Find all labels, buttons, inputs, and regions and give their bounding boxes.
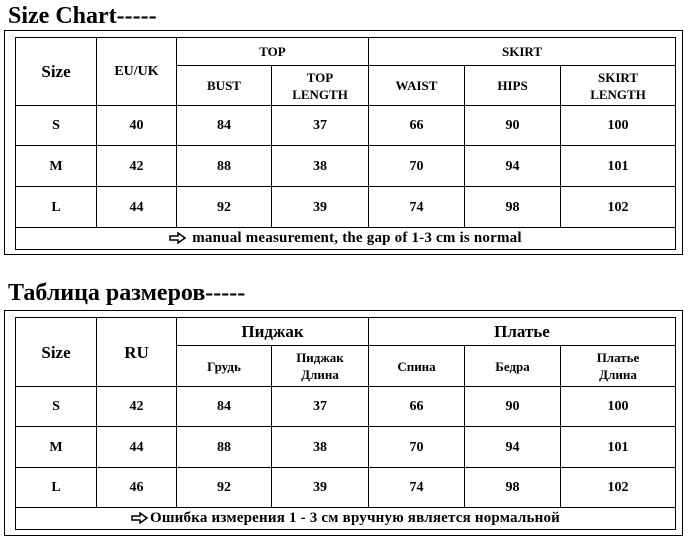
cell-size: L [16, 187, 97, 228]
cell-hips: 90 [465, 387, 561, 427]
cell-skirt-length: 102 [561, 187, 676, 228]
section-title-en: Size Chart----- [8, 3, 157, 29]
header-size: Size [16, 38, 97, 106]
cell-waist: 70 [369, 427, 465, 468]
cell-skirt-length: 100 [561, 106, 676, 146]
table-row [16, 387, 676, 427]
header-region: EU/UK [97, 38, 177, 106]
cell-hips: 98 [465, 187, 561, 228]
header-top-length: TOP LENGTH [272, 66, 369, 106]
cell-skirt-length: 102 [561, 468, 676, 508]
cell-top-length: 38 [272, 146, 369, 187]
cell-hips: 94 [465, 146, 561, 187]
cell-size: M [16, 146, 97, 187]
header-hips: HIPS [465, 66, 561, 106]
measurement-note [16, 508, 676, 530]
header-bust: BUST [177, 66, 272, 106]
cell-hips: 90 [465, 106, 561, 146]
table-row [16, 146, 676, 187]
size-chart-ru [4, 310, 683, 536]
cell-bust: 92 [177, 187, 272, 228]
cell-region: 42 [97, 387, 177, 427]
cell-waist: 74 [369, 187, 465, 228]
cell-top-length: 37 [272, 387, 369, 427]
measurement-note [16, 228, 676, 250]
header-waist: WAIST [369, 66, 465, 106]
cell-bust: 88 [177, 146, 272, 187]
header-bust: Грудь [177, 346, 272, 387]
table-row [16, 427, 676, 468]
header-skirt-group: Платье [369, 318, 676, 346]
header-waist: Спина [369, 346, 465, 387]
header-region: RU [97, 318, 177, 387]
cell-waist: 74 [369, 468, 465, 508]
cell-top-length: 37 [272, 106, 369, 146]
cell-bust: 88 [177, 427, 272, 468]
cell-region: 44 [97, 427, 177, 468]
cell-region: 42 [97, 146, 177, 187]
cell-hips: 98 [465, 468, 561, 508]
size-table-ru [15, 317, 676, 530]
cell-top-length: 38 [272, 427, 369, 468]
right-arrow-icon [131, 512, 148, 524]
cell-region: 40 [97, 106, 177, 146]
cell-skirt-length: 100 [561, 387, 676, 427]
header-skirt-length: Платье Длина [561, 346, 676, 387]
cell-bust: 92 [177, 468, 272, 508]
note-text: manual measurement, the gap of 1-3 cm is normal [192, 230, 522, 246]
header-top-group: Пиджак [177, 318, 369, 346]
cell-bust: 84 [177, 106, 272, 146]
cell-size: S [16, 387, 97, 427]
cell-skirt-length: 101 [561, 146, 676, 187]
size-table-en [15, 37, 676, 250]
cell-size: M [16, 427, 97, 468]
header-hips: Бедра [465, 346, 561, 387]
table-row [16, 106, 676, 146]
cell-skirt-length: 101 [561, 427, 676, 468]
cell-waist: 70 [369, 146, 465, 187]
right-arrow-icon [169, 232, 186, 244]
header-top-group: TOP [177, 38, 369, 66]
cell-top-length: 39 [272, 187, 369, 228]
header-skirt-length: SKIRT LENGTH [561, 66, 676, 106]
cell-size: L [16, 468, 97, 508]
note-text: Ошибка измерения 1 - 3 см вручную является нормальной [149, 510, 561, 526]
size-chart-en [4, 30, 683, 255]
cell-waist: 66 [369, 106, 465, 146]
section-title-ru: Таблица размеров----- [8, 280, 246, 306]
table-row [16, 187, 676, 228]
header-skirt-group: SKIRT [369, 38, 676, 66]
cell-bust: 84 [177, 387, 272, 427]
cell-region: 46 [97, 468, 177, 508]
header-top-length: Пиджак Длина [272, 346, 369, 387]
cell-size: S [16, 106, 97, 146]
cell-region: 44 [97, 187, 177, 228]
cell-hips: 94 [465, 427, 561, 468]
cell-waist: 66 [369, 387, 465, 427]
cell-top-length: 39 [272, 468, 369, 508]
header-size: Size [16, 318, 97, 387]
table-row [16, 468, 676, 508]
